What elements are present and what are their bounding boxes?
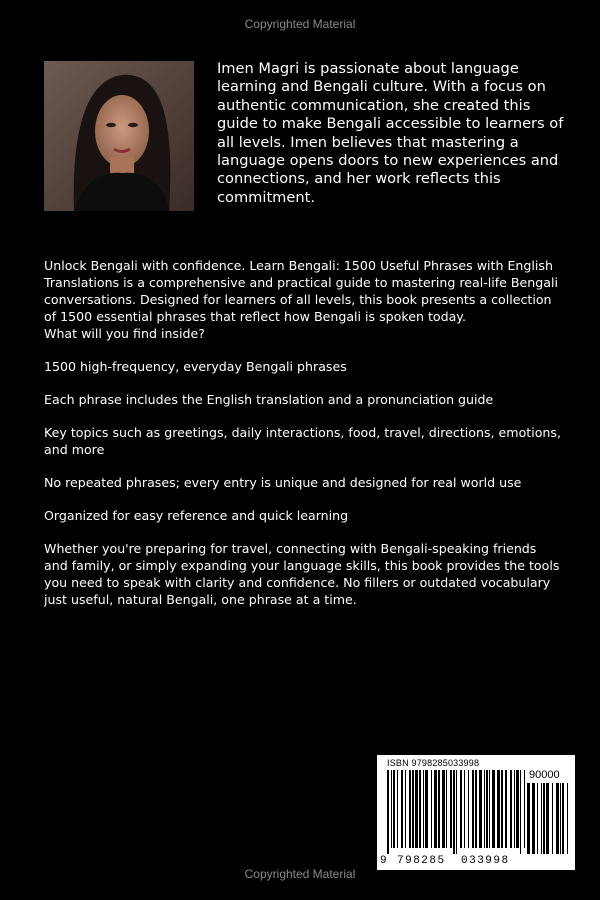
barcode-bar xyxy=(486,770,488,848)
barcode-bar xyxy=(391,770,392,848)
barcode-bar xyxy=(468,770,469,848)
barcode-bar xyxy=(505,770,507,848)
barcode-bar xyxy=(393,770,395,848)
description-question: What will you find inside? xyxy=(44,326,205,341)
barcode-bar xyxy=(387,770,389,854)
feature-item: Organized for easy reference and quick learning xyxy=(44,508,349,523)
barcode-bar xyxy=(453,770,455,854)
barcode-bar xyxy=(423,770,424,848)
barcode-bar xyxy=(546,783,549,854)
isbn-label: ISBN 9798285033998 xyxy=(387,758,480,768)
barcode-bar xyxy=(412,770,414,848)
barcode-bar xyxy=(516,770,519,848)
barcode-bar xyxy=(409,770,411,848)
barcode-bar xyxy=(527,783,530,854)
isbn-first-digit: 9 xyxy=(380,855,387,867)
watermark-top: Copyrighted Material xyxy=(244,17,356,31)
book-description xyxy=(44,257,564,608)
feature-item: Each phrase includes the English translation and a pronunciation guide xyxy=(44,392,494,407)
barcode-bar xyxy=(450,770,452,848)
barcode-bar xyxy=(520,770,521,854)
barcode-bar xyxy=(431,770,432,848)
isbn-right-group: 033998 xyxy=(461,855,510,867)
barcode-bar xyxy=(442,770,445,848)
barcode-bar xyxy=(475,770,477,848)
barcode-bar xyxy=(472,770,474,848)
barcode-bar xyxy=(425,770,428,848)
description-closing: Whether you're preparing for travel, connecting with Bengali-speaking friends and family, or simply expanding your language skills, this book provides the tools you need to speak with clarity and confidence. No fillers or outdated vocabulary just useful, natural Bengali, one phrase at a time. xyxy=(44,541,560,607)
barcode-bar xyxy=(543,783,545,854)
addon-barcode-bars xyxy=(527,783,569,854)
barcode-bar xyxy=(419,770,421,848)
barcode-bar xyxy=(552,783,553,854)
barcode-bar xyxy=(532,783,535,854)
barcode-bar xyxy=(537,783,538,854)
barcode-bar xyxy=(541,783,542,854)
barcode-bar xyxy=(434,770,437,848)
price-code: 90000 xyxy=(529,769,560,781)
barcode-bar xyxy=(501,770,503,848)
barcode-bar xyxy=(446,770,447,848)
isbn-barcode xyxy=(377,755,575,870)
barcode-bar xyxy=(492,770,495,848)
barcode-bar xyxy=(556,783,559,854)
barcode-bar xyxy=(510,770,512,848)
isbn-left-group: 798285 xyxy=(397,855,446,867)
feature-item: 1500 high-frequency, everyday Bengali phrases xyxy=(44,359,347,374)
barcode-bar xyxy=(514,770,515,848)
barcode-bar xyxy=(438,770,440,848)
feature-item: Key topics such as greetings, daily interactions, food, travel, directions, emotions, and more xyxy=(44,425,561,457)
barcode-bar xyxy=(560,783,561,854)
barcode-bar xyxy=(489,770,490,848)
barcode-bar xyxy=(456,770,457,854)
barcode-bar xyxy=(464,770,465,848)
watermark-bottom: Copyrighted Material xyxy=(244,867,356,881)
barcode-bar xyxy=(405,770,406,848)
barcode-bar xyxy=(567,783,568,854)
description-intro: Unlock Bengali with confidence. Learn Bengali: 1500 Useful Phrases with English Translations is a comprehensive and practical guide to mastering real-life Bengali conversations. Designed for learners of all levels, this book presents a collection of 1500 essential phrases that reflect how Bengali is spoken today. xyxy=(44,258,558,324)
barcode-bar xyxy=(397,770,398,848)
barcode-bar xyxy=(484,770,485,848)
feature-item: No repeated phrases; every entry is unique and designed for real world use xyxy=(44,475,522,490)
barcode-bar xyxy=(479,770,482,848)
author-bio: Imen Magri is passionate about language learning and Bengali culture. With a focus on authentic communication, she created this guide to make Bengali accessible to learners of all levels. Imen believes that mastering a language opens doors to new experiences and connections, and her work reflects this commitment. xyxy=(217,60,564,206)
barcode-bar xyxy=(401,770,403,848)
barcode-bar xyxy=(562,783,564,854)
author-photo xyxy=(44,61,194,211)
barcode-bars xyxy=(387,770,525,854)
barcode-bar xyxy=(460,770,462,848)
barcode-bar xyxy=(497,770,500,848)
barcode-bar xyxy=(524,770,525,848)
barcode-bar xyxy=(415,770,418,848)
